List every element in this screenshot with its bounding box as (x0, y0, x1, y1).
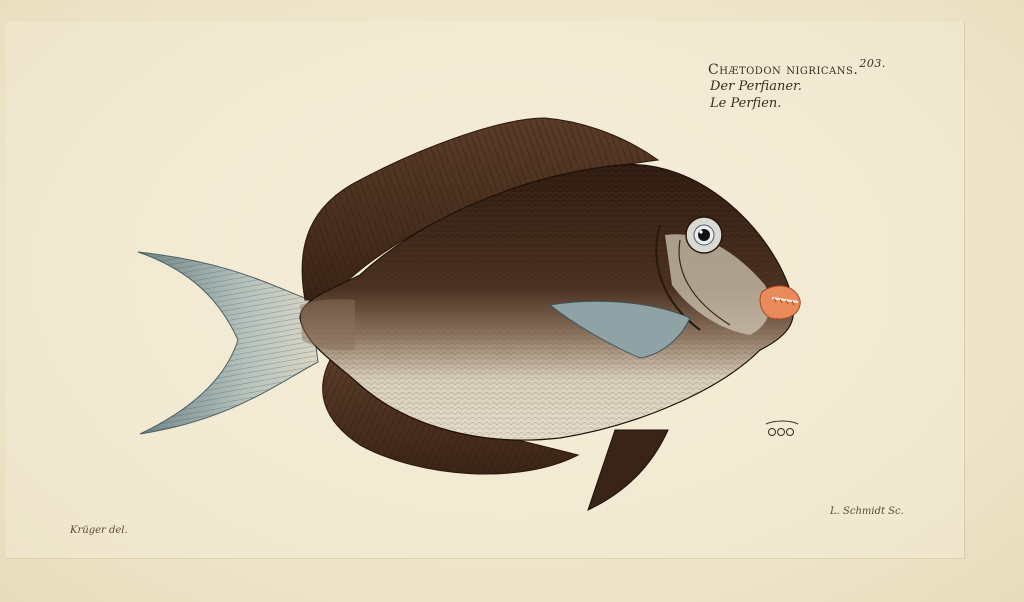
teeth-detail-icon (766, 421, 798, 436)
engraver-credit: L. Schmidt Sc. (830, 506, 904, 517)
pelvic-fin (588, 430, 668, 510)
species-title (708, 57, 886, 78)
plate-number: 203. (859, 57, 886, 70)
tail-fin (138, 252, 318, 434)
french-name: Le Perfien. (710, 96, 782, 111)
german-name: Der Perfianer. (710, 79, 802, 94)
fish-mouth (760, 286, 800, 319)
fish-eye (686, 217, 722, 253)
plate-title-block (708, 57, 886, 112)
artist-credit: Krüger del. (70, 525, 128, 536)
species-name: Chætodon nigricans. (708, 62, 859, 78)
